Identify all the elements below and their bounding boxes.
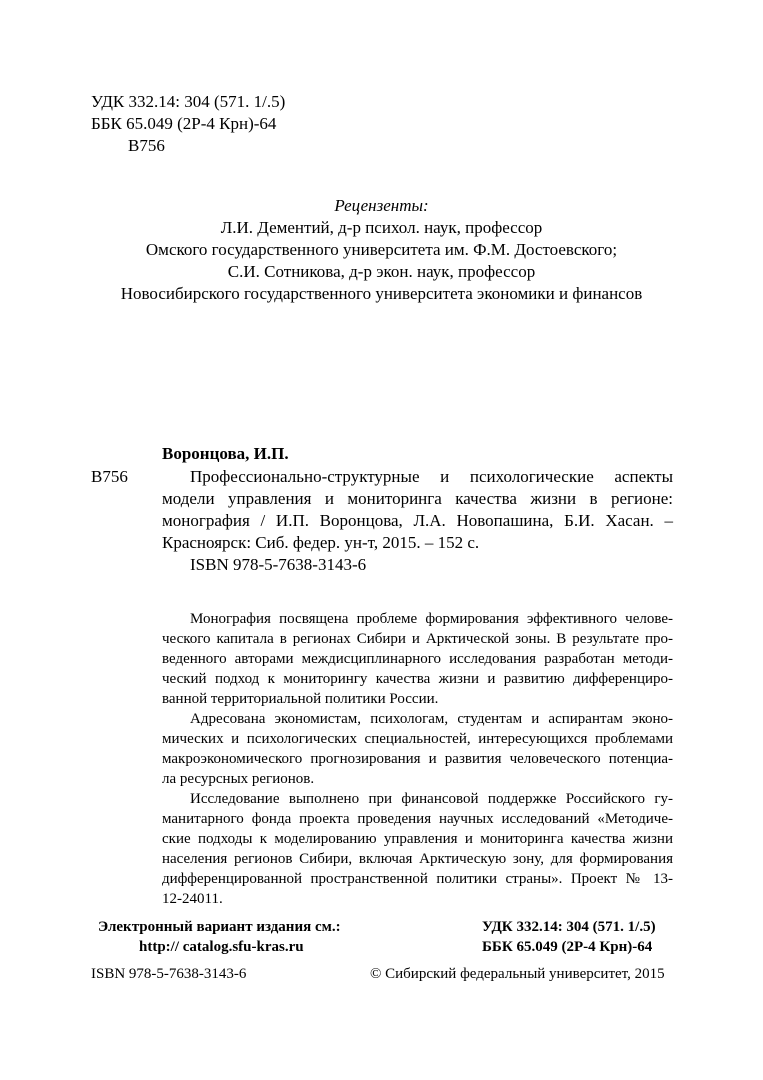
bibliographic-line: Профессионально-структурные и психологические аспекты: [190, 467, 673, 486]
annotation-line: ла ресурсных регионов.: [162, 771, 315, 787]
footer-isbn: ISBN 978-5-7638-3143-6: [91, 966, 247, 982]
annotation-line: Адресована экономистам, психологам, студентам и аспирантам эконо-: [190, 711, 673, 727]
udk-code-bottom: УДК 332.14: 304 (571. 1/.5): [482, 919, 656, 935]
annotation-line: ческого капитала в регионах Сибири и Арктической зоны. В результате про-: [162, 631, 673, 647]
annotation-line: населения регионов Сибири, включая Арктическую зону, для формирования: [162, 851, 673, 867]
bibliographic-mark: В756: [91, 467, 128, 486]
bibliographic-line: Красноярск: Сиб. федер. ун-т, 2015. – 152 с.: [162, 533, 480, 552]
reviewers-title: Рецензенты:: [334, 196, 429, 215]
annotation-line: веденного авторами междисциплинарного исследования разработан методи-: [162, 651, 673, 667]
book-isbn: ISBN 978-5-7638-3143-6: [190, 555, 367, 574]
reviewer-line: Омского государственного университета им. Ф.М. Достоевского;: [145, 240, 618, 259]
electronic-version-label: Электронный вариант издания см.:: [98, 919, 341, 935]
book-author: Воронцова, И.П.: [162, 444, 289, 463]
annotation-line: ванной территориальной политики России.: [162, 691, 439, 707]
annotation-line: манитарного фонда проекта проведения научных исследований «Методиче-: [162, 811, 673, 827]
udk-code: УДК 332.14: 304 (571. 1/.5): [91, 92, 286, 111]
author-mark: В756: [128, 136, 165, 155]
bibliographic-line: монография / И.П. Воронцова, Л.А. Новопашина, Б.И. Хасан. –: [162, 511, 673, 530]
bibliographic-line: модели управления и мониторинга качества жизни в регионе:: [162, 489, 673, 508]
annotation-line: ские подходы к моделированию управления и мониторинга качества жизни: [162, 831, 673, 847]
annotation-line: Исследование выполнено при финансовой поддержке Российского гу-: [190, 791, 673, 807]
annotation-line: Монография посвящена проблеме формирования эффективного челове-: [190, 611, 673, 627]
catalog-url[interactable]: http:// catalog.sfu-kras.ru: [139, 939, 304, 955]
bbk-code: ББК 65.049 (2Р-4 Крн)-64: [91, 114, 277, 133]
bbk-code-bottom: ББК 65.049 (2Р-4 Крн)-64: [482, 939, 653, 955]
annotation-line: мических и психологических специальностей, интересующихся проблемами: [162, 731, 673, 747]
annotation-line: дифференцированной пространственной политики страны». Проект № 13-: [162, 871, 673, 887]
copyright: © Сибирский федеральный университет, 2015: [370, 966, 665, 982]
annotation-line: ческий подход к мониторингу качества жизни и развитию дифференциро-: [162, 671, 673, 687]
reviewer-line: С.И. Сотникова, д-р экон. наук, профессор: [227, 262, 536, 281]
annotation-line: макроэкономического прогнозирования и развития человеческого потенциа-: [162, 751, 673, 767]
reviewer-line: Новосибирского государственного университета экономики и финансов: [120, 284, 643, 303]
annotation-line: 12-24011.: [162, 891, 223, 907]
reviewer-line: Л.И. Дементий, д-р психол. наук, профессор: [220, 218, 543, 237]
